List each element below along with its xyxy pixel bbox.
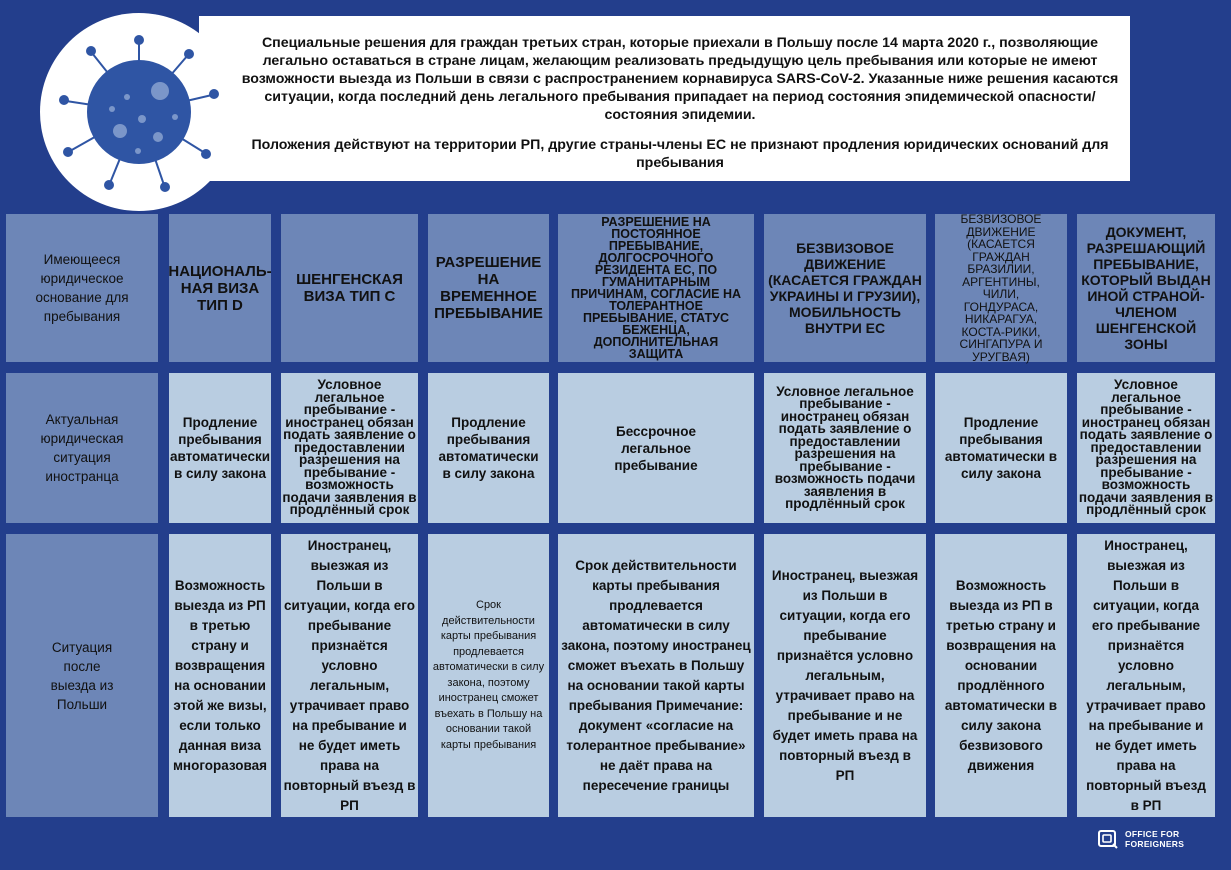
cell-current-permanent-residence: Бессрочное легальное пребывание [558,373,754,523]
cell-current-temporary-residence: Продление пребывания автоматически в силу закона [428,373,549,523]
cell-after-exit-visa-free-ukraine-georgia: Иностранец, выезжая из Польши в ситуации, когда его пребывание признаётся условно легальным, утрачивает право на пребывание и не будет иметь права на повторный въезд в РП [764,534,926,817]
column-header-national-visa: НАЦИОНАЛЬ-НАЯ ВИЗА ТИП D [169,214,271,362]
banner-text [240,34,1120,172]
column-header-visa-free-latin-america: БЕЗВИЗОВОЕ ДВИЖЕНИЕ (КАСАЕТСЯ ГРАЖДАН БРАЗИЛИИ, АРГЕНТИНЫ, ЧИЛИ, ГОНДУРАСА, НИКАРАГУА, КОСТА-РИКИ, СИНГАПУРА И УРУГВАЯ) [935,214,1067,362]
office-for-foreigners-logo [1097,828,1184,850]
row-header-basis: Имеющееся юридическое основание для пребывания [6,214,158,362]
cell-current-visa-free-ukraine-georgia: Условное легальное пребывание - иностранец обязан подать заявление о предоставлении разрешения на пребывание - возможность подачи заявления в продлённый срок [764,373,926,523]
cell-current-schengen-document: Условное легальное пребывание - иностранец обязан подать заявление о предоставлении разрешения на пребывание - возможность подачи заявления в продлённый срок [1077,373,1215,523]
cell-after-exit-temporary-residence: Срок действительности карты пребывания продлевается автоматически в силу закона, поэтому иностранец сможет въехать в Польшу на основании такой карты пребывания [428,534,549,817]
column-header-schengen-visa: ШЕНГЕНСКАЯ ВИЗА ТИП С [281,214,418,362]
column-header-visa-free-ukraine-georgia: БЕЗВИЗОВОЕ ДВИЖЕНИЕ (КАСАЕТСЯ ГРАЖДАН УКРАИНЫ И ГРУЗИИ), МОБИЛЬНОСТЬ ВНУТРИ ЕС [764,214,926,362]
row-header-current: Актуальная юридическая ситуация иностранца [6,373,158,523]
cell-after-exit-schengen-visa: Иностранец, выезжая из Польши в ситуации, когда его пребывание признаётся условно легальным, утрачивает право на пребывание и не будет иметь права на повторный въезд в РП [281,534,418,817]
column-header-permanent-residence: РАЗРЕШЕНИЕ НА ПОСТОЯННОЕ ПРЕБЫВАНИЕ, ДОЛГОСРОЧНОГО РЕЗИДЕНТА ЕС, ПО ГУМАНИТАРНЫМ ПРИЧИНАМ, СОГЛАСИЕ НА ТОЛЕРАНТНОЕ ПРЕБЫВАНИЕ, СТАТУС БЕЖЕНЦА, ДОПОЛНИТЕЛЬНАЯ ЗАЩИТА [558,214,754,362]
row-header-after-exit: Ситуация после выезда из Польши [6,534,158,817]
column-header-temporary-residence: РАЗРЕШЕНИЕ НА ВРЕМЕННОЕ ПРЕБЫВАНИЕ [428,214,549,362]
cell-after-exit-visa-free-latin-america: Возможность выезда из РП в третью страну и возвращения на основании продлённого автоматически в силу закона безвизового движения [935,534,1067,817]
office-for-foreigners-logo-icon [1097,828,1119,850]
banner-paragraph-2: Положения действуют на территории РП, другие страны-члены ЕС не признают продления юридических оснований для пребывания [251,137,1109,171]
logo-text: OFFICE FOR FOREIGNERS [1125,829,1185,849]
banner-paragraph-1: Специальные решения для граждан третьих стран, которые приехали в Польшу после 14 марта 2020 г., позволяющие легально оставаться в стране лицам, желающим реализовать предыдущую цель пребывания или которые не имеют возможности выезда из Польши в связи с распространением корнавируса SARS-CoV-2. Указанные ниже решения касаются ситуации, когда последний день легального пребывания припадает на период состояния эпидемической опасности/состояния эпидемии. [241,35,1119,123]
column-header-schengen-document: ДОКУМЕНТ, РАЗРЕШАЮЩИЙ ПРЕБЫВАНИЕ, КОТОРЫЙ ВЫДАН ИНОЙ СТРАНОЙ-ЧЛЕНОМ ШЕНГЕНСКОЙ ЗОНЫ [1077,214,1215,362]
cell-current-visa-free-latin-america: Продление пребывания автоматически в силу закона [935,373,1067,523]
cell-after-exit-national-visa: Возможность выезда из РП в третью страну и возвращения на основании этой же визы, если только данная виза многоразовая [169,534,271,817]
cell-after-exit-schengen-document: Иностранец, выезжая из Польши в ситуации, когда его пребывание признаётся условно легальным, утрачивает право на пребывание и не будет иметь права на повторный въезд в РП [1077,534,1215,817]
cell-current-schengen-visa: Условное легальное пребывание - иностранец обязан подать заявление о предоставлении разрешения на пребывание - возможность подачи заявления в продлённый срок [281,373,418,523]
coronavirus-icon [40,13,238,211]
cell-after-exit-permanent-residence: Срок действительности карты пребывания продлевается автоматически в силу закона, поэтому иностранец сможет въехать в Польшу на основании такой карты пребывания Примечание: документ «согласие на толерантное пребывание» не даёт права на пересечение границы [558,534,754,817]
cell-current-national-visa: Продление пребывания автоматически в силу закона [169,373,271,523]
